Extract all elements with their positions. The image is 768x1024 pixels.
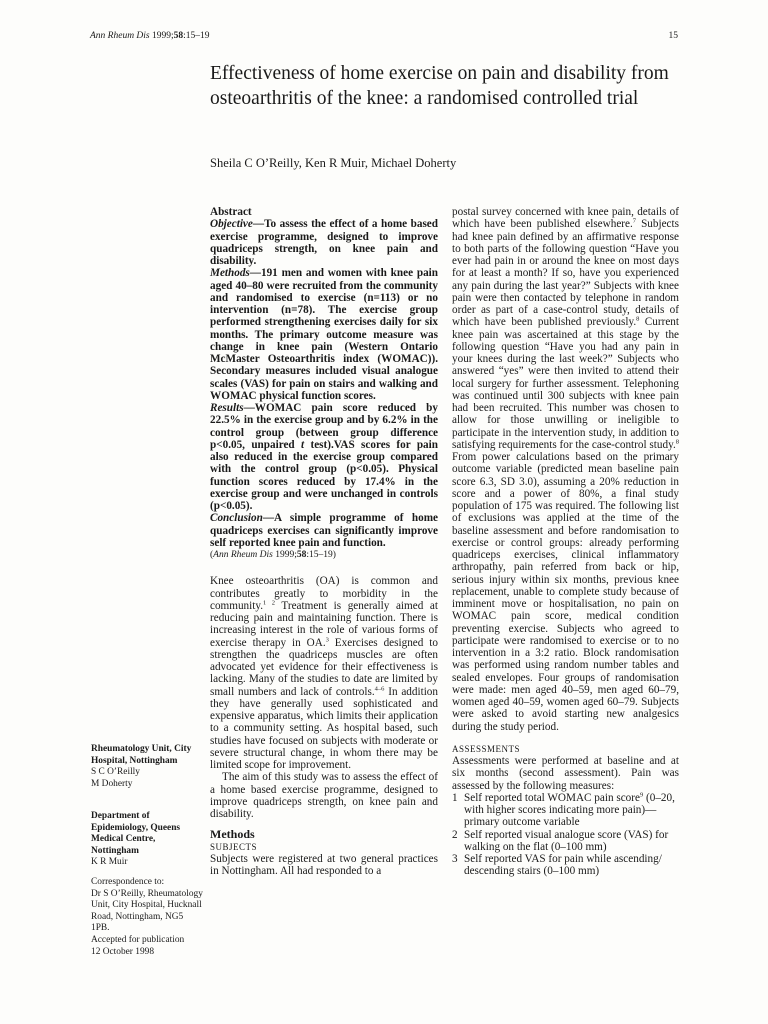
intro-paragraph-1: Knee osteoarthritis (OA) is common and contributes greatly to morbidity in the community.$^{1 2}$ Treatment is generally aimed at reducing pain and maintaining function. There is increasing interest in the role of various forms of exercise therapy in OA.$^3$ Exercises designed to strengthen the quadriceps muscles are often advocated yet evidence for their effectiveness is lacking. Many of the studies to date are limited by small numbers and lack of controls.$^{4-6}$ In addition they have generally used sophisticated and expensive apparatus, which limits their application to a community setting. As hospital based, such studies have focused on subjects with moderate or severe structural change, in whom there may be limited scope for improvement. <box>210 575 439 771</box>
accepted-note: Accepted for publication 12 October 1998 <box>91 935 185 957</box>
subjects-paragraph-continued: postal survey concerned with knee pain, details of which have been published elsewhere.$^7$ Subjects had knee pain defined by an affirmative response to both parts of the following question “Have you ever had pain in or around the knee on most days for at least a month? If so, have you experienced any pain during the last year?” Subjects with knee pain were then contacted by telephone in random order as part of a case-control study, details of which have been published previously.$^8$ Current knee pain was ascertained at this stage by the following question “Have you had any pain in your knees during the last week?” Subjects who answered “yes” were then invited to attend their local surgery for further assessment. Telephoning was continued until 300 subjects with knee pain had been recruited. This number was chosen to allow for those unwilling or ineligible to participate in the intervention study, in addition to satisfying requirements for the case-control study.$^8$ From power calculations based on the primary outcome variable (predicted mean baseline pain score 6.3, SD 3.0), assuming a 20% reduction in score and a power of 80%, a final study population of 175 was required. The following list of exclusions was applied at the time of the baseline assessment and before randomisation to exercise or control groups: already performing quadriceps exercises, clinical inflammatory arthropathy, pain referred from back or hip, serious injury within six months, previous knee replacement, unable to complete study because of imminent move or hospitalisation, no pain on WOMAC pain score, medical condition preventing exercise. Subjects who agreed to participate were randomised to exercise or to no intervention in a 3:2 ratio. Block randomisation was performed using random number tables and sealed envelopes. Four groups of randomisation were made: men aged 40–59, men aged 60–79, women aged 40–59, women aged 60–79. Subjects were asked to avoid starting new analgesics during the study period. <box>452 206 679 733</box>
affiliation-2 <box>91 811 203 869</box>
affiliation-unit: Department of Epidemiology, Queens Medical Centre, Nottingham <box>91 811 181 856</box>
correspondence-note: Correspondence to: Dr S O’Reilly, Rheumatology Unit, City Hospital, Hucknall Road, Nottingham, NG5 1PB. <box>91 877 203 933</box>
article-title: Effectiveness of home exercise on pain and disability from osteoarthritis of the knee: a randomised controlled trial <box>210 63 669 109</box>
abstract-results: Results—WOMAC pain score reduced by 22.5% in the exercise group and by 6.2% in the control group (between group difference p<0.05, unpaired t test).VAS scores for pain also reduced in the exercise group compared with the control group (p<0.05). Physical function scores reduced by 17.4% in the exercise group and were unchanged in controls (p<0.05). <box>210 402 438 512</box>
abstract-methods: Methods—191 men and women with knee pain aged 40–80 were recruited from the community and randomised to exercise (n=113) or no intervention (n=78). The exercise group performed strengthening exercises daily for six months. The primary outcome measure was change in knee pain (Western Ontario McMaster Osteoarthritis index (WOMAC)). Secondary measures included visual analogue scales (VAS) for pain on stairs and walking and WOMAC physical function scores. <box>210 267 438 402</box>
right-column <box>452 206 679 878</box>
author-list: Sheila C O’Reilly, Ken R Muir, Michael Doherty <box>210 156 457 170</box>
assessments-paragraph: Assessments were performed at baseline and at six months (second assessment). Pain was assessed by the following measures: <box>452 755 679 792</box>
abstract <box>210 206 438 561</box>
subjects-paragraph: Subjects were registered at two general practices in Nottingham. All had responded to a <box>210 852 438 877</box>
affiliation-names: K R Muir <box>91 857 128 867</box>
page-number: 15 <box>668 31 678 41</box>
abstract-citation: (Ann Rheum Dis 1999;58:15–19) <box>210 550 336 560</box>
left-column <box>210 206 438 877</box>
affiliation-names: S C O’Reilly M Doherty <box>91 767 140 789</box>
abstract-objective: Objective—To assess the effect of a home based exercise programme, designed to improve quadriceps strength, on knee pain and disability. <box>210 218 438 267</box>
abstract-conclusion: Conclusion—A simple programme of home quadriceps exercises can significantly improve self reported knee pain and function. <box>210 512 438 549</box>
assessments-heading: ASSESSMENTS <box>452 743 521 754</box>
running-head <box>90 31 678 41</box>
abstract-heading: Abstract <box>210 206 252 218</box>
list-item: 3 Self reported VAS for pain while ascending/ descending stairs (0–100 mm) <box>452 853 662 878</box>
affiliation-unit: Rheumatology Unit, City Hospital, Nottingham <box>91 744 192 766</box>
list-item: 1 Self reported total WOMAC pain score$^9$ (0–20, with higher scores indicating more pain)—primary outcome variable <box>452 791 675 829</box>
journal-citation: Ann Rheum Dis 1999;58:15–19 <box>90 31 210 41</box>
measures-list <box>452 792 679 878</box>
methods-heading: Methods <box>210 827 255 842</box>
subjects-heading: SUBJECTS <box>210 841 258 852</box>
intro-paragraph-2: The aim of this study was to assess the effect of a home based exercise programme, designed to improve quadriceps strength, on knee pain and disability. <box>210 771 438 820</box>
affiliation-1 <box>91 744 203 790</box>
list-item: 2 Self reported visual analogue score (VAS) for walking on the flat (0–100 mm) <box>452 828 669 853</box>
